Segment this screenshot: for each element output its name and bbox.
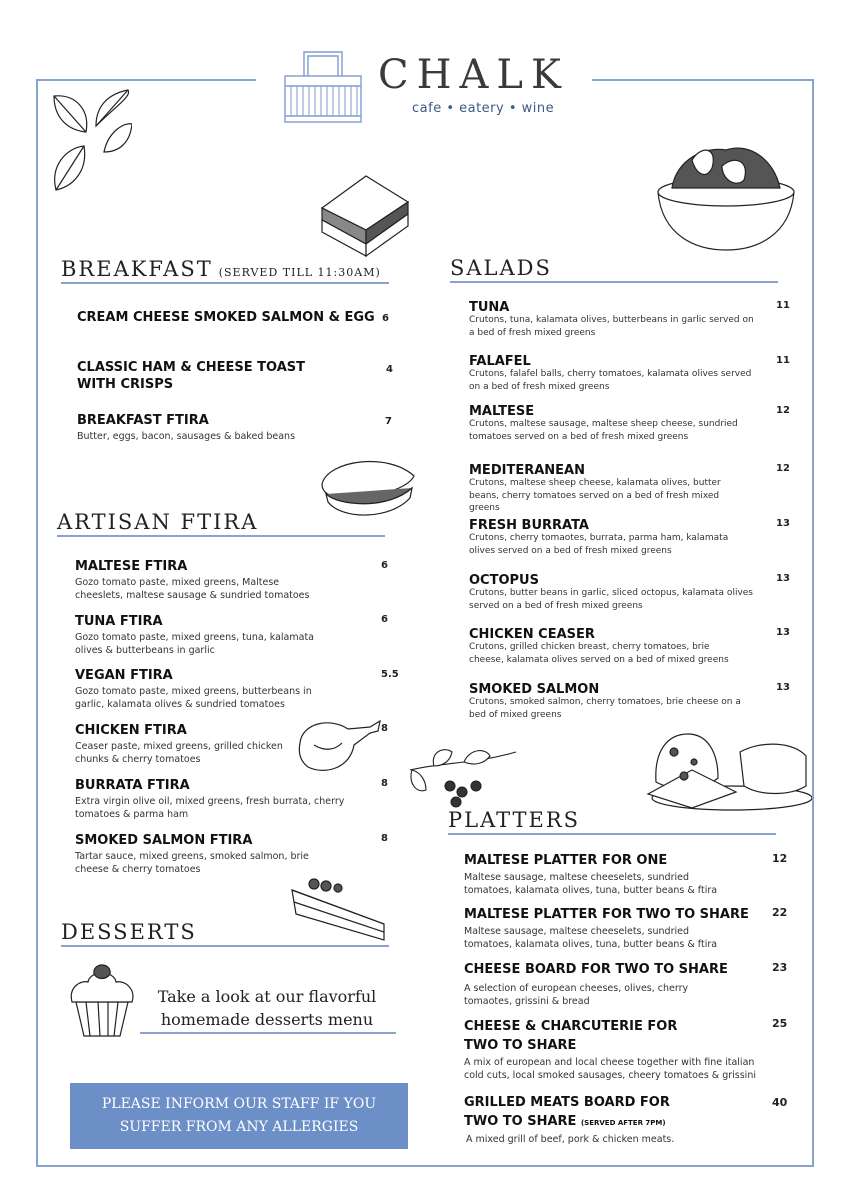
item-description: Gozo tomato paste, mixed greens, Maltese cheeslets, maltese sausage & sundried tomatoes xyxy=(75,577,310,601)
leaves-icon xyxy=(46,86,132,196)
item-price: 5.5 xyxy=(381,669,399,680)
item-price: 6 xyxy=(381,614,388,625)
item-name: FRESH BURRATA xyxy=(469,518,589,533)
item-price: 12 xyxy=(776,405,790,416)
item-price: 13 xyxy=(776,682,790,693)
section-desserts-title xyxy=(61,920,389,947)
salads-heading: SALADS xyxy=(450,256,552,280)
cupcake-icon xyxy=(66,956,138,1038)
section-salads-title xyxy=(450,256,778,283)
menu-item xyxy=(464,906,764,951)
menu-item xyxy=(75,777,375,821)
section-breakfast-title xyxy=(61,257,389,284)
item-description: Maltese sausage, maltese cheeselets, sundried tomatoes, kalamata olives, tuna, butter beans & ftira xyxy=(464,926,718,950)
menu-item xyxy=(77,309,377,326)
item-name: GRILLED MEATS BOARD FOR TWO TO SHARE xyxy=(464,1095,670,1129)
cheese-icon xyxy=(644,728,812,812)
item-name: TUNA xyxy=(469,300,510,315)
item-description: Crutons, smoked salmon, cherry tomatoes, brie cheese on a bed of mixed greens xyxy=(469,697,741,720)
item-description: Maltese sausage, maltese cheeselets, sundried tomatoes, kalamata olives, tuna, butter beans & ftira xyxy=(464,872,718,896)
menu-item xyxy=(75,613,375,657)
item-price: 40 xyxy=(772,1096,788,1109)
item-price: 22 xyxy=(772,906,788,919)
item-name: VEGAN FTIRA xyxy=(75,668,173,683)
item-price: 7 xyxy=(385,416,392,427)
item-name: CHICKEN CEASER xyxy=(469,627,595,642)
menu-item xyxy=(469,517,767,557)
desserts-heading: DESSERTS xyxy=(61,920,197,944)
item-name: OCTOPUS xyxy=(469,573,539,588)
item-description: Crutons, grilled chicken breast, cherry tomatoes, brie cheese, kalamata olives served on a bed of mixed greens xyxy=(469,642,729,665)
menu-item xyxy=(469,403,774,443)
menu-item xyxy=(469,462,767,515)
item-price: 13 xyxy=(776,573,790,584)
item-description: Extra virgin olive oil, mixed greens, fresh burrata, cherry tomatoes & parma ham xyxy=(75,796,345,820)
item-description: A mix of european and local cheese together with fine italian cold cuts, local smoked sausages, cheery tomatoes & grissini xyxy=(464,1057,756,1081)
item-description: A selection of european cheeses, olives, cherry tomaotes, grissini & bread xyxy=(464,983,689,1007)
item-name: MALTESE xyxy=(469,404,535,419)
menu-item xyxy=(469,299,767,339)
item-price: 13 xyxy=(776,518,790,529)
menu-item xyxy=(75,832,335,876)
item-name: BURRATA FTIRA xyxy=(75,778,190,793)
item-description: Tartar sauce, mixed greens, smoked salmon, brie cheese & cherry tomatoes xyxy=(75,851,309,875)
menu-item xyxy=(464,852,764,897)
item-price: 25 xyxy=(772,1017,788,1030)
artisan-heading: ARTISAN FTIRA xyxy=(57,510,259,534)
allergy-banner xyxy=(70,1083,408,1149)
item-description: Ceaser paste, mixed greens, grilled chicken chunks & cherry tomatoes xyxy=(75,741,283,765)
sandwich-icon xyxy=(316,172,412,258)
section-platters-title xyxy=(448,808,776,835)
chicken-leg-icon xyxy=(294,715,384,775)
item-name: CLASSIC HAM & CHEESE TOAST WITH CRISPS xyxy=(77,360,306,392)
menu-item xyxy=(464,961,764,1008)
breakfast-heading: BREAKFAST xyxy=(61,257,213,281)
item-name: SMOKED SALMON xyxy=(469,682,600,697)
salad-bowl-icon xyxy=(652,140,800,252)
brand-tagline: cafe • eatery • wine xyxy=(412,101,555,116)
item-description: Crutons, falafel balls, cherry tomatoes, kalamata olives served on a bed of fresh mixed greens xyxy=(469,369,752,392)
item-name: BREAKFAST FTIRA xyxy=(77,413,209,428)
item-description: Crutons, cherry tomaotes, burrata, parma ham, kalamata olives served on a bed of fresh mixed greens xyxy=(469,533,729,556)
item-name: CHEESE BOARD FOR TWO TO SHARE xyxy=(464,962,728,977)
menu-item xyxy=(77,359,307,393)
item-description: Butter, eggs, bacon, sausages & baked beans xyxy=(77,431,296,442)
item-note: (SERVED AFTER 7PM) xyxy=(580,1119,666,1127)
section-artisan-title xyxy=(57,510,385,537)
item-price: 6 xyxy=(381,560,388,571)
item-description: Crutons, butter beans in garlic, sliced octopus, kalamata olives served on a bed of fresh mixed greens xyxy=(469,588,753,611)
item-price: 11 xyxy=(776,300,790,311)
item-name: MALTESE PLATTER FOR ONE xyxy=(464,853,668,868)
item-price: 12 xyxy=(776,463,790,474)
berries-branch-icon xyxy=(404,742,520,810)
allergy-text: PLEASE INFORM OUR STAFF IF YOU SUFFER FROM ANY ALLERGIES xyxy=(101,1096,377,1135)
item-name: FALAFEL xyxy=(469,354,531,369)
item-price: 8 xyxy=(381,833,388,844)
item-price: 12 xyxy=(772,852,788,865)
menu-item xyxy=(464,1093,764,1146)
item-description: Crutons, maltese sheep cheese, kalamata olives, butter beans, cherry tomatoes served on a bed of fresh mixed greens xyxy=(469,478,721,513)
item-price: 13 xyxy=(776,627,790,638)
menu-item xyxy=(469,681,767,721)
menu-item xyxy=(464,1017,764,1082)
menu-item xyxy=(77,412,407,443)
platters-heading: PLATTERS xyxy=(448,808,581,832)
item-name: TUNA FTIRA xyxy=(75,614,163,629)
divider xyxy=(140,1032,396,1034)
brand-name: CHALK xyxy=(378,52,569,98)
item-description: Crutons, tuna, kalamata olives, butterbeans in garlic served on a bed of fresh mixed greens xyxy=(469,315,754,338)
breakfast-note: (SERVED TILL 11:30AM) xyxy=(218,266,381,279)
item-price: 4 xyxy=(386,364,393,375)
item-name: CHEESE & CHARCUTERIE FOR TWO TO SHARE xyxy=(464,1019,678,1053)
item-name: CHICKEN FTIRA xyxy=(75,723,187,738)
item-price: 23 xyxy=(772,961,788,974)
menu-item xyxy=(75,722,300,766)
item-name: CREAM CHEESE SMOKED SALMON & EGG xyxy=(77,310,375,325)
item-description: Gozo tomato paste, mixed greens, tuna, kalamata olives & butterbeans in garlic xyxy=(75,632,314,656)
item-description: Gozo tomato paste, mixed greens, butterbeans in garlic, kalamata olives & sundried tomatoes xyxy=(75,686,312,710)
item-price: 8 xyxy=(381,723,388,734)
menu-item xyxy=(469,572,767,612)
item-name: MALTESE PLATTER FOR TWO TO SHARE xyxy=(464,907,749,922)
item-price: 6 xyxy=(382,313,389,324)
menu-item xyxy=(469,353,767,393)
item-description: A mixed grill of beef, pork & chicken meats. xyxy=(466,1134,675,1145)
desserts-link-text[interactable]: Take a look at our flavorful homemade desserts menu xyxy=(157,987,377,1029)
item-name: MALTESE FTIRA xyxy=(75,559,188,574)
item-name: SMOKED SALMON FTIRA xyxy=(75,833,253,848)
menu-item xyxy=(75,558,375,602)
menu-item xyxy=(469,626,767,666)
building-logo-icon xyxy=(282,46,364,126)
item-name: MEDITERANEAN xyxy=(469,463,585,478)
menu-item xyxy=(75,667,375,711)
item-description: Crutons, maltese sausage, maltese sheep cheese, sundried tomatoes served on a bed of fresh mixed greens xyxy=(469,419,738,442)
item-price: 11 xyxy=(776,355,790,366)
item-price: 8 xyxy=(381,778,388,789)
